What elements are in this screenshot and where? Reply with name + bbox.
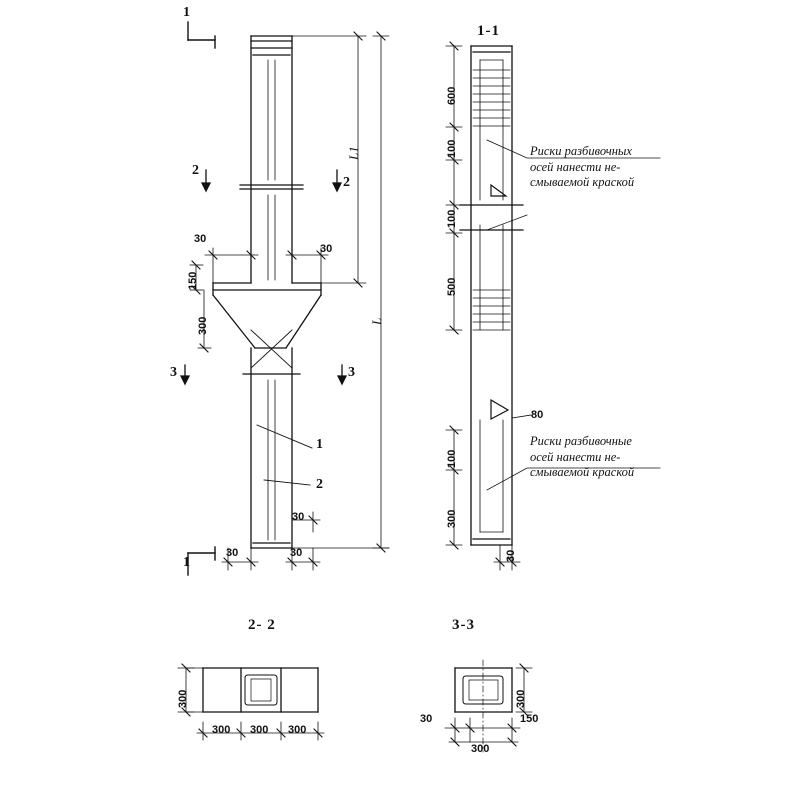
dim-30-s11: 30 [505,549,517,562]
column-corbel [213,283,321,348]
dim-300-left: 300 [197,316,209,335]
note-bottom-line-2: осей нанести не- [530,449,621,464]
column-upper-shaft [251,36,292,283]
section-title-1-1: 1-1 [477,23,500,39]
dim-80-s11: 80 [531,409,544,421]
section-11-inner-rebar [480,60,503,532]
cut-mark-1-top: 1 [183,5,190,20]
note-top-line-2: осей нанести не- [530,159,621,174]
dimension-ticks [192,32,385,566]
section-title-3-3: 3-3 [452,617,475,633]
note-bottom-line-3: смываемой краской [530,465,635,480]
dim-300-s22-a: 300 [212,724,231,736]
dim-30-lower-right: 30 [292,511,305,523]
cut-mark-3-right: 3 [348,365,355,380]
position-leaders [257,425,312,485]
dim-300-s22-b: 300 [250,724,269,736]
dim-30-bottom-right: 30 [290,547,303,559]
cut-1-top-marker [188,22,215,48]
cut-3-arrow-left [181,365,189,384]
note-top-line-3: смываемой краской [530,175,635,190]
cut-2-line [240,185,303,189]
dim-100-s11-c: 100 [446,449,458,468]
column-lower-rebar [268,380,275,540]
dim-300-s33: 300 [471,743,490,755]
section-11-outline [471,46,512,545]
dim-300-s22-left: 300 [177,689,189,708]
dim-300-s22-c: 300 [288,724,307,736]
dim-L: L [369,317,384,325]
section-title-2-2: 2- 2 [248,617,276,633]
cut-2-arrow-left [202,170,210,191]
column-lower-shaft [251,348,292,548]
dim-300-s33-right: 300 [515,689,527,708]
cut-mark-1-bottom: 1 [183,555,190,570]
cut-1-bottom-marker [188,547,215,575]
column-upper-rebar [268,60,275,280]
cut-2-arrow-right [333,170,341,191]
dim-100-s11-a: 100 [446,139,458,158]
cut-3-arrow-right [338,365,346,384]
section-11-ticks [450,42,516,566]
note-bottom [530,434,634,481]
dim-30-bottom-left: 30 [226,547,239,559]
cut-mark-2-left: 2 [192,163,199,178]
note-top [530,144,634,191]
dim-500-s11: 500 [446,277,458,296]
position-number-1: 1 [316,437,323,452]
note-top-line-1: Риски разбивочных [530,144,632,158]
note-bottom-line-1: Риски разбивочные [530,434,632,448]
cut-mark-3-left: 3 [170,365,177,380]
dim-30-corbel-left: 30 [194,233,207,245]
corbel-cross-lines [251,330,292,368]
dim-600-s11: 600 [446,86,458,105]
section-11-dimension-lines [446,46,520,570]
dim-30-s33: 30 [420,713,433,725]
section-11-stirrups [473,70,510,330]
dim-100-s11-b: 100 [446,209,458,228]
dim-30-corbel-right: 30 [320,243,333,255]
dim-L1: L1 [346,146,361,160]
section-22-inner-core [245,675,277,705]
dim-150-left: 150 [187,271,199,290]
dim-300-s11: 300 [446,509,458,528]
cut-mark-2-right: 2 [343,175,350,190]
dim-150-s33: 150 [520,713,539,725]
position-number-2: 2 [316,477,323,492]
